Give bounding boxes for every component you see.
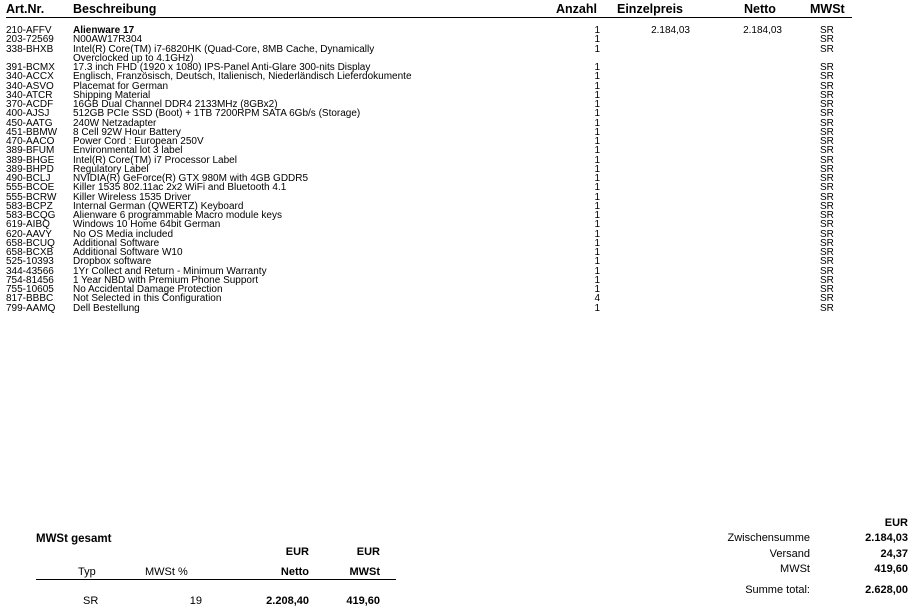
vat-total-title: MWSt gesamt — [36, 533, 112, 545]
item-tax-code: SR — [820, 247, 834, 258]
line-items — [0, 26, 916, 313]
item-tax-code: SR — [820, 182, 834, 194]
article-number: 451-BBMW — [6, 126, 58, 138]
item-quantity: 1 — [594, 256, 600, 268]
item-quantity: 1 — [594, 43, 600, 55]
item-quantity: 1 — [594, 117, 600, 129]
item-tax-code: SR — [820, 154, 834, 166]
subtotal-value: 2.184,03 — [865, 532, 908, 544]
item-description: Killer Wireless 1535 Driver — [73, 191, 191, 203]
article-number: 658-BCUQ — [6, 237, 55, 249]
item-quantity: 1 — [594, 145, 600, 157]
table-header — [0, 2, 916, 18]
article-number: 340-ACCX — [6, 71, 54, 83]
item-quantity: 1 — [594, 34, 600, 46]
item-tax-code: SR — [820, 89, 834, 101]
article-number: 210-AFFV — [6, 25, 52, 36]
article-number: 389-BHPD — [6, 163, 54, 175]
item-description: Additional Software — [73, 237, 160, 249]
item-quantity: 1 — [594, 126, 600, 138]
col-beschreibung: Beschreibung — [73, 2, 157, 16]
item-description: Power Cord : European 250V — [73, 136, 204, 147]
article-number: 400-AJSJ — [6, 108, 50, 120]
item-tax-code: SR — [820, 25, 834, 36]
item-tax-code: SR — [820, 191, 834, 203]
item-quantity: 1 — [594, 265, 600, 277]
item-description: Regulatory Label — [73, 163, 149, 175]
item-quantity: 1 — [594, 71, 600, 83]
item-tax-code: SR — [820, 219, 834, 231]
item-description: Englisch, Französisch, Deutsch, Italienisch, Niederländisch Lieferdokumente — [73, 71, 412, 83]
article-number: 450-AATG — [6, 117, 53, 129]
item-tax-code: SR — [820, 43, 834, 55]
item-quantity: 1 — [594, 247, 600, 258]
item-description: Killer 1535 802.11ac 2x2 WiFi and Bluetooth 4.1 — [73, 182, 287, 194]
item-description: Windows 10 Home 64bit German — [73, 219, 221, 231]
item-quantity: 1 — [594, 136, 600, 147]
item-quantity: 1 — [594, 200, 600, 212]
item-unit-price: 2.184,03 — [651, 25, 690, 36]
item-tax-code: SR — [820, 71, 834, 83]
item-tax-code: SR — [820, 274, 834, 286]
item-quantity: 4 — [594, 293, 600, 305]
article-number: 555-BCOE — [6, 182, 55, 194]
item-quantity: 1 — [594, 210, 600, 221]
article-number: 370-ACDF — [6, 99, 54, 110]
item-tax-code: SR — [820, 34, 834, 46]
item-quantity: 1 — [594, 228, 600, 240]
item-description: Placemat for German — [73, 80, 169, 92]
col-anzahl: Anzahl — [556, 2, 597, 16]
item-quantity: 1 — [594, 108, 600, 120]
article-number: 620-AAVY — [6, 228, 52, 240]
item-description: Not Selected in this Configuration — [73, 293, 222, 305]
vat-row-pct: 19 — [189, 595, 202, 607]
item-quantity: 1 — [594, 154, 600, 166]
article-number: 344-43566 — [6, 265, 54, 277]
vat-currency-net: EUR — [285, 546, 309, 558]
article-number: 340-ASVO — [6, 80, 54, 92]
vat-currency-tax: EUR — [356, 546, 380, 558]
item-tax-code: SR — [820, 293, 834, 305]
item-description: Shipping Material — [73, 89, 151, 101]
article-number: 555-BCRW — [6, 191, 57, 203]
vat-col-typ: Typ — [78, 566, 96, 578]
item-description: No OS Media included — [73, 228, 174, 240]
article-number: 658-BCXB — [6, 247, 54, 258]
item-description: Alienware 6 programmable Macro module keys — [73, 210, 282, 221]
shipping-label: Versand — [769, 548, 810, 560]
header-rule — [6, 17, 852, 18]
item-quantity: 1 — [594, 274, 600, 286]
item-tax-code: SR — [820, 173, 834, 184]
item-description: 8 Cell 92W Hour Battery — [73, 126, 181, 138]
article-number: 203-72569 — [6, 34, 54, 46]
item-tax-code: SR — [820, 117, 834, 129]
item-description: 16GB Dual Channel DDR4 2133MHz (8GBx2) — [73, 99, 278, 110]
item-description-continued: Overclocked up to 4.1GHz) — [73, 52, 194, 64]
item-tax-code: SR — [820, 62, 834, 73]
item-quantity: 1 — [594, 219, 600, 231]
vat-rule — [36, 579, 396, 580]
article-number: 391-BCMX — [6, 62, 55, 73]
total-label: Summe total: — [745, 584, 810, 596]
item-description: No Accidental Damage Protection — [73, 284, 223, 295]
item-tax-code: SR — [820, 210, 834, 221]
col-einzelpreis: Einzelpreis — [617, 2, 683, 16]
item-quantity: 1 — [594, 163, 600, 175]
item-net: 2.184,03 — [743, 25, 782, 36]
item-tax-code: SR — [820, 136, 834, 147]
item-description: 240W Netzadapter — [73, 117, 157, 129]
item-tax-code: SR — [820, 256, 834, 268]
item-tax-code: SR — [820, 99, 834, 110]
item-description: Internal German (QWERTZ) Keyboard — [73, 200, 244, 212]
article-number: 817-BBBC — [6, 293, 54, 305]
total-value: 2.628,00 — [865, 584, 908, 596]
item-tax-code: SR — [820, 163, 834, 175]
col-art-nr: Art.Nr. — [6, 2, 45, 16]
vat-row-net: 2.208,40 — [266, 595, 309, 607]
item-description: Alienware 17 — [73, 25, 135, 36]
subtotal-label: Zwischensumme — [727, 532, 810, 544]
item-description: Dell Bestellung — [73, 302, 140, 314]
article-number: 389-BHGE — [6, 154, 55, 166]
item-description: N00AW17R304 — [73, 34, 143, 46]
col-netto: Netto — [744, 2, 776, 16]
article-number: 755-10605 — [6, 284, 54, 295]
item-description: 1 Year NBD with Premium Phone Support — [73, 274, 259, 286]
item-description: 17.3 inch FHD (1920 x 1080) IPS-Panel Anti-Glare 300-nits Display — [73, 62, 371, 73]
vat-row-typ: SR — [83, 595, 99, 607]
tax-value: 419,60 — [874, 563, 908, 575]
item-quantity: 1 — [594, 237, 600, 249]
item-quantity: 1 — [594, 25, 600, 36]
item-tax-code: SR — [820, 200, 834, 212]
item-tax-code: SR — [820, 228, 834, 240]
article-number: 754-81456 — [6, 274, 54, 286]
item-description: Intel(R) Core(TM) i7 Processor Label — [73, 154, 237, 166]
item-quantity: 1 — [594, 99, 600, 110]
article-number: 583-BCQG — [6, 210, 56, 221]
item-description: Intel(R) Core(TM) i7-6820HK (Quad-Core, 8MB Cache, Dynamically — [73, 43, 375, 55]
item-tax-code: SR — [820, 284, 834, 295]
article-number: 340-ATCR — [6, 89, 53, 101]
vat-row-tax: 419,60 — [346, 595, 380, 607]
item-description: 512GB PCIe SSD (Boot) + 1TB 7200RPM SATA 6Gb/s (Storage) — [73, 108, 361, 120]
item-quantity: 1 — [594, 89, 600, 101]
item-description: Environmental lot 3 label — [73, 145, 183, 157]
item-tax-code: SR — [820, 237, 834, 249]
article-number: 338-BHXB — [6, 43, 54, 55]
table-row — [0, 304, 916, 313]
article-number: 619-AIBQ — [6, 219, 50, 231]
item-quantity: 1 — [594, 302, 600, 314]
item-quantity: 1 — [594, 80, 600, 92]
item-quantity: 1 — [594, 191, 600, 203]
item-tax-code: SR — [820, 80, 834, 92]
item-description: Dropbox software — [73, 256, 152, 268]
item-description: 1Yr Collect and Return - Minimum Warranty — [73, 265, 267, 277]
vat-col-net: Netto — [280, 566, 309, 578]
item-description: Additional Software W10 — [73, 247, 183, 258]
item-tax-code: SR — [820, 265, 834, 277]
article-number: 470-AACO — [6, 136, 55, 147]
item-tax-code: SR — [820, 302, 834, 314]
item-tax-code: SR — [820, 126, 834, 138]
item-quantity: 1 — [594, 284, 600, 295]
item-quantity: 1 — [594, 173, 600, 184]
article-number: 525-10393 — [6, 256, 54, 268]
tax-label: MWSt — [780, 563, 810, 575]
article-number: 583-BCPZ — [6, 200, 53, 212]
item-quantity: 1 — [594, 62, 600, 73]
col-mwst: MWSt — [810, 2, 845, 16]
article-number: 389-BFUM — [6, 145, 55, 157]
item-tax-code: SR — [820, 145, 834, 157]
shipping-value: 24,37 — [880, 548, 908, 560]
article-number: 799-AAMQ — [6, 302, 56, 314]
item-quantity: 1 — [594, 182, 600, 194]
summary-currency: EUR — [884, 517, 908, 529]
vat-col-pct: MWSt % — [145, 566, 188, 578]
item-tax-code: SR — [820, 108, 834, 120]
vat-col-tax: MWSt — [349, 566, 380, 578]
article-number: 490-BCLJ — [6, 173, 51, 184]
item-description: NVIDIA(R) GeForce(R) GTX 980M with 4GB GDDR5 — [73, 173, 309, 184]
